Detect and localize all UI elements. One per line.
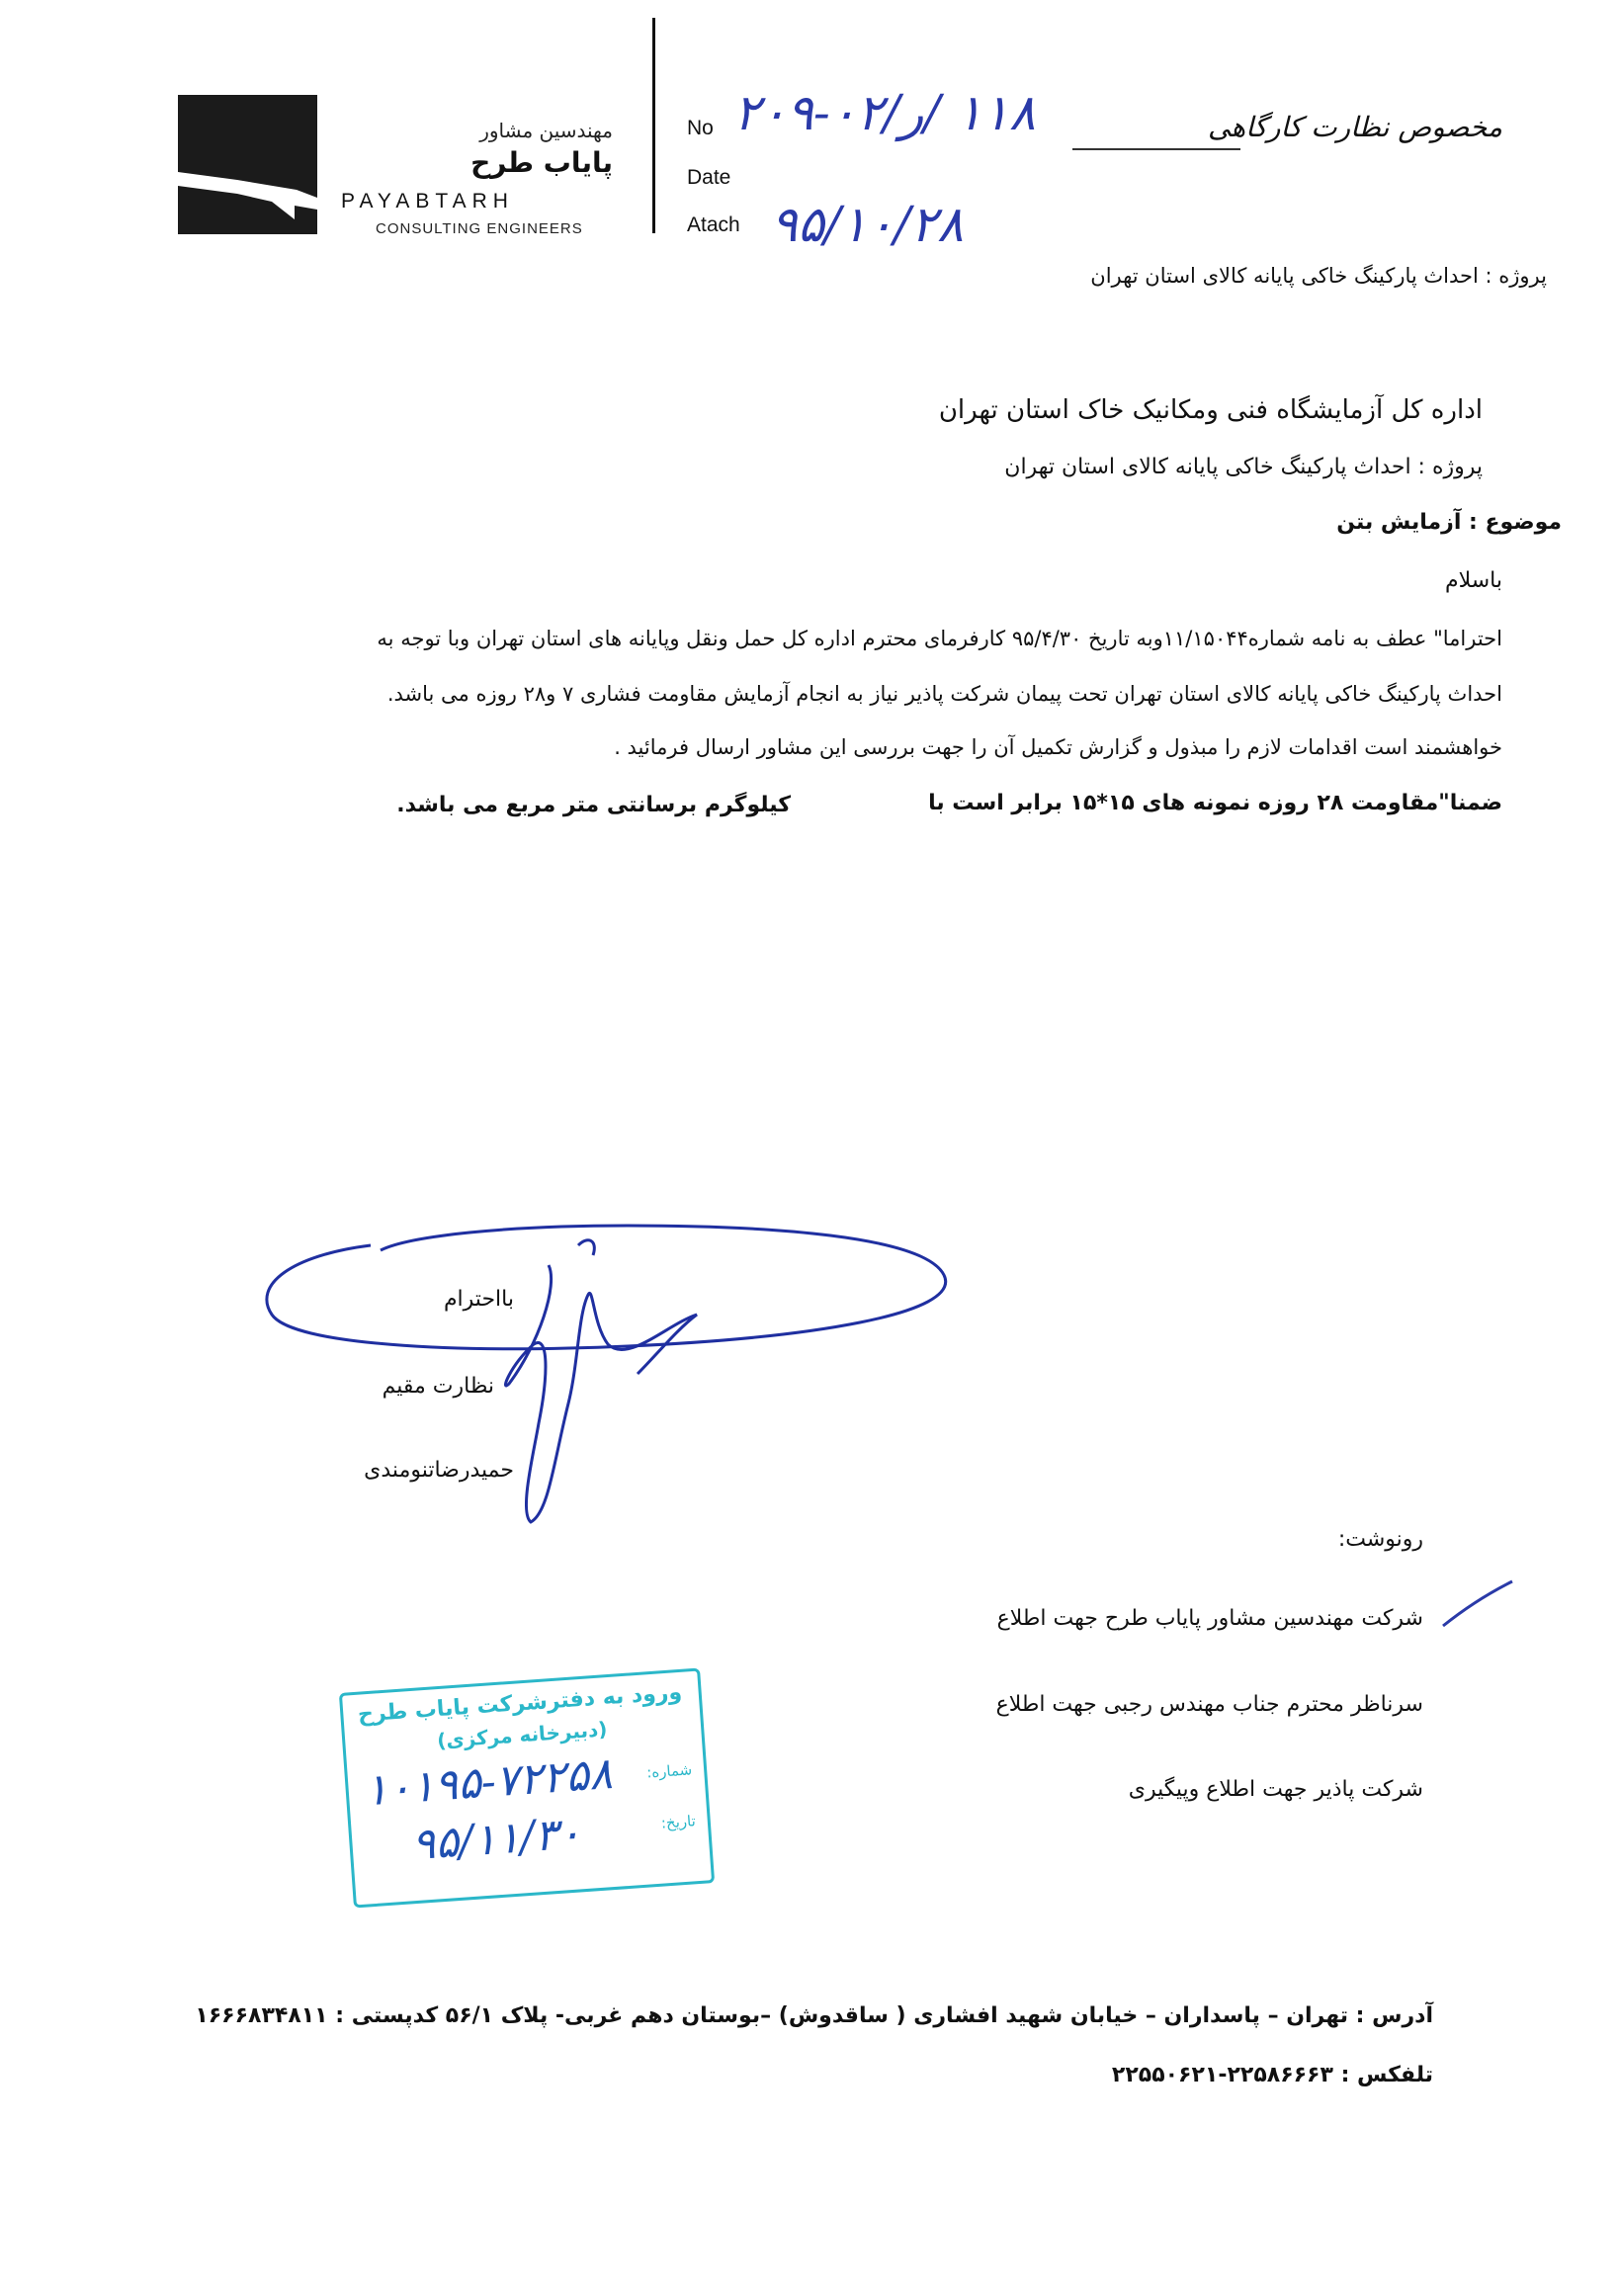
header-title-underline [1072,148,1240,150]
logo-company-name-fa: پایاب طرح [470,146,613,179]
letter-project: پروژه : احداث پارکینگ خاکی پایانه کالای استان تهران [1004,455,1483,479]
paragraph-1: احتراما" عطف به نامه شماره۱۱/۱۵۰۴۴وبه تاریخ ۹۵/۴/۳۰ کارفرمای محترم اداره کل حمل ونقل وپایانه های استان تهران وبا توجه به [377,627,1502,650]
greeting: باسلام [1444,568,1502,593]
header-title: مخصوص نظارت کارگاهی [1208,111,1502,143]
logo-company-small: مهندسین مشاور [479,119,613,142]
copy-item-1: شرکت مهندسین مشاور پایاب طرح جهت اطلاع [996,1606,1423,1631]
letter-subject: موضوع : آزمایش بتن [1336,510,1562,535]
footer-address: آدرس : تهران – پاسداران – خیابان شهید افشاری ( ساقدوش) –بوستان دهم غربی- پلاک ۵۶/۱ کدپستی : ۱۶۶۶۸۳۴۸۱۱ [195,2003,1433,2028]
paragraph-2: احداث پارکینگ خاکی پایانه کالای استان تهران تحت پیمان شرکت پاذیر نیاز به انجام آزمایش مقاومت فشاری ۷ و۲۸ روزه می باشد. [386,682,1502,706]
footer-phone: تلفکس : ۲۲۵۸۶۶۶۳-۲۲۵۵۰۶۲۱ [1111,2063,1433,2087]
signature-name: حمیدرضاتنومندی [364,1458,514,1483]
copy-item-2: سرناظر محترم جناب مهندس رجبی جهت اطلاع [995,1692,1423,1717]
letter-number-handwritten: ۱۱۸ /ر/۰۲-۲۰۹ [733,84,1036,141]
copies-label: رونوشت: [1337,1527,1423,1552]
paragraph-4-start: ضمنا"مقاومت ۲۸ روزه نمونه های ۱۵*۱۵ برابر است با [928,791,1502,815]
paragraph-4-end: کیلوگرم برسانتی متر مربع می باشد. [396,793,791,817]
stamp-number-handwritten: ۱۰۱۹۵-۷۲۲۵۸ [363,1747,615,1817]
recipient: اداره کل آزمایشگاه فنی ومکانیک خاک استان تهران [938,395,1483,425]
date-label: Date [687,166,731,189]
attach-label: Atach [687,213,740,236]
copy-item-3: شرکت پاذیر جهت اطلاع وپیگیری [1128,1777,1423,1802]
signature-role: نظارت مقیم [382,1374,494,1399]
logo-mark-icon [178,95,317,234]
no-label: No [687,117,714,139]
header-divider [652,18,655,233]
stamp-number-label: شماره: [645,1760,693,1782]
stamp-title: ورود به دفترشرکت پایاب طرح [357,1679,683,1728]
received-stamp [339,1668,715,1909]
paragraph-3: خواهشمند است اقدامات لازم را مبذول و گزارش تکمیل آن را جهت بررسی این مشاور ارسال فرمائید . [614,735,1502,759]
checkmark-stroke-icon [1438,1576,1517,1636]
company-logo [178,95,317,234]
letter-date-handwritten: ۹۵/۱۰/۲۸ [771,196,964,253]
logo-company-sub-en: CONSULTING ENGINEERS [376,220,583,237]
logo-company-name-en: PAYABTARH [341,190,514,213]
stamp-subtitle: (دبیرخانه مرکزی) [436,1717,609,1753]
stamp-date-label: تاریخ: [660,1812,697,1832]
header-project-line: پروژه : احداث پارکینگ خاکی پایانه کالای استان تهران [1090,264,1547,288]
stamp-date-handwritten: ۹۵/۱۱/۳۰ [409,1808,583,1871]
signature-closing: بااحترام [443,1287,514,1312]
